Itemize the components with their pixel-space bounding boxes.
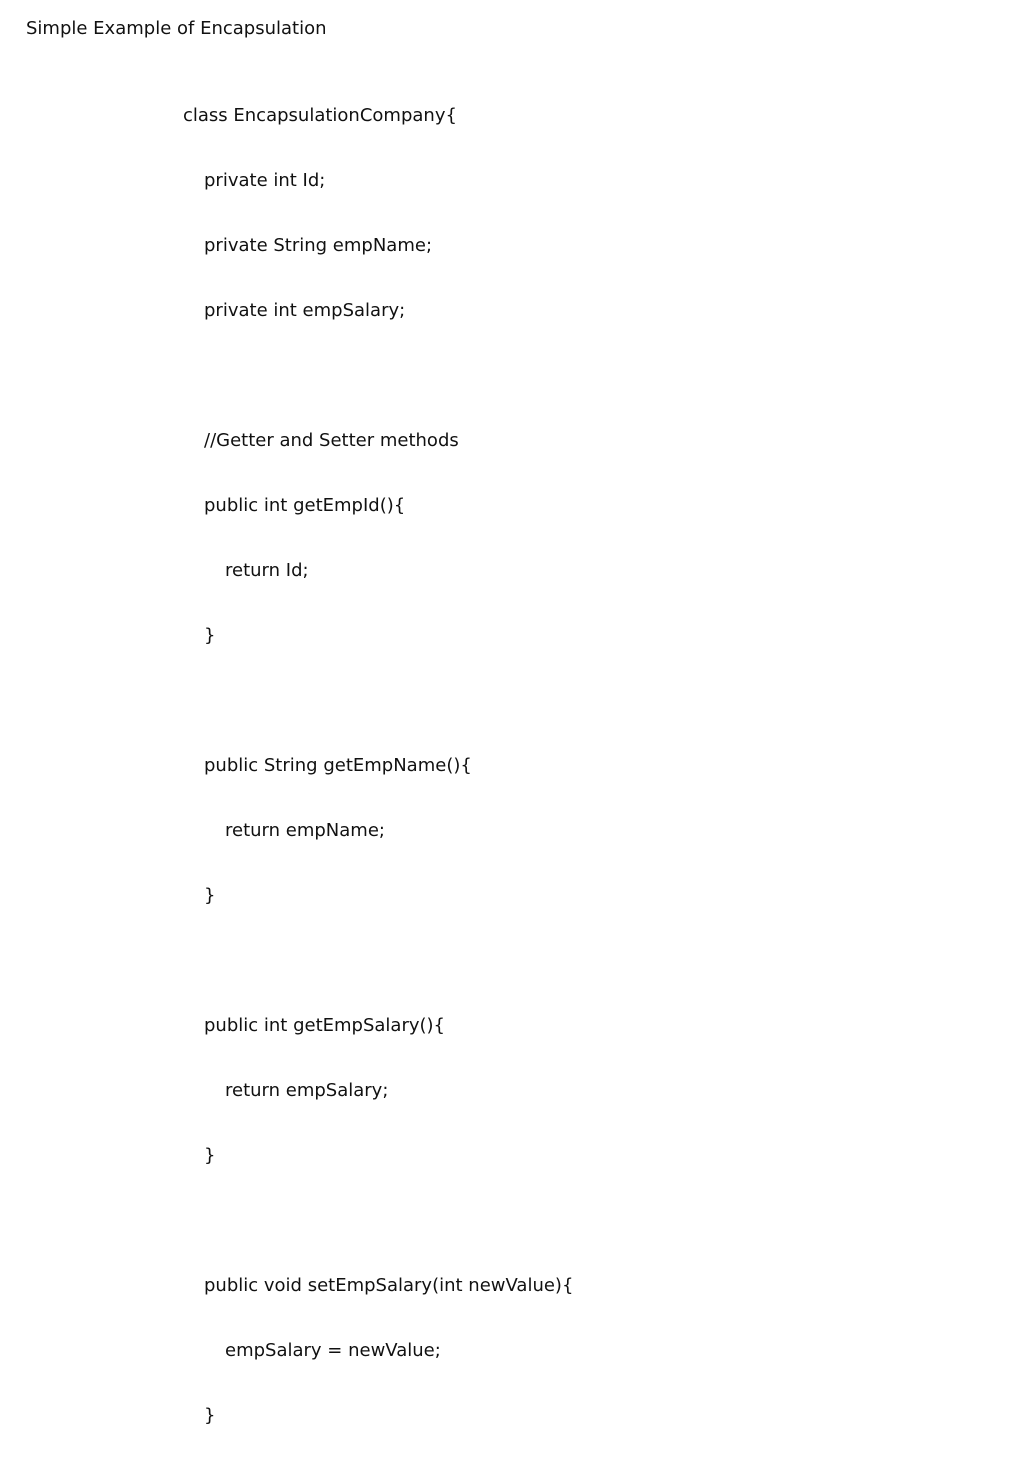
code-line-setempsalary-signature: public void setEmpSalary(int newValue){	[204, 1275, 574, 1296]
code-line-field-id: private int Id;	[204, 170, 326, 191]
code-line-blank	[183, 949, 573, 972]
code-line-getempname-return: return empName;	[225, 820, 385, 841]
code-line-setempsalary-close: }	[204, 1405, 216, 1426]
code-block	[183, 62, 573, 1469]
code-line-getempname-signature: public String getEmpName(){	[204, 755, 472, 776]
code-line-getempid-close: }	[204, 625, 216, 646]
code-line-getempid-return: return Id;	[225, 560, 309, 581]
code-line-getempsalary-signature: public int getEmpSalary(){	[204, 1015, 445, 1036]
code-line-field-empname: private String empName;	[204, 235, 433, 256]
code-line-getempsalary-return: return empSalary;	[225, 1080, 389, 1101]
code-line-getempid-signature: public int getEmpId(){	[204, 495, 406, 516]
slide-title: Simple Example of Encapsulation	[26, 18, 327, 39]
code-line-field-empsalary: private int empSalary;	[204, 300, 406, 321]
code-line-class-declaration: class EncapsulationCompany{	[183, 105, 457, 126]
code-line-comment: //Getter and Setter methods	[204, 430, 459, 451]
code-line-blank	[183, 364, 573, 387]
code-line-getempname-close: }	[204, 885, 216, 906]
code-line-getempsalary-close: }	[204, 1145, 216, 1166]
code-line-setempsalary-assignment: empSalary = newValue;	[225, 1340, 441, 1361]
code-line-blank	[183, 689, 573, 712]
code-line-blank	[183, 1209, 573, 1232]
